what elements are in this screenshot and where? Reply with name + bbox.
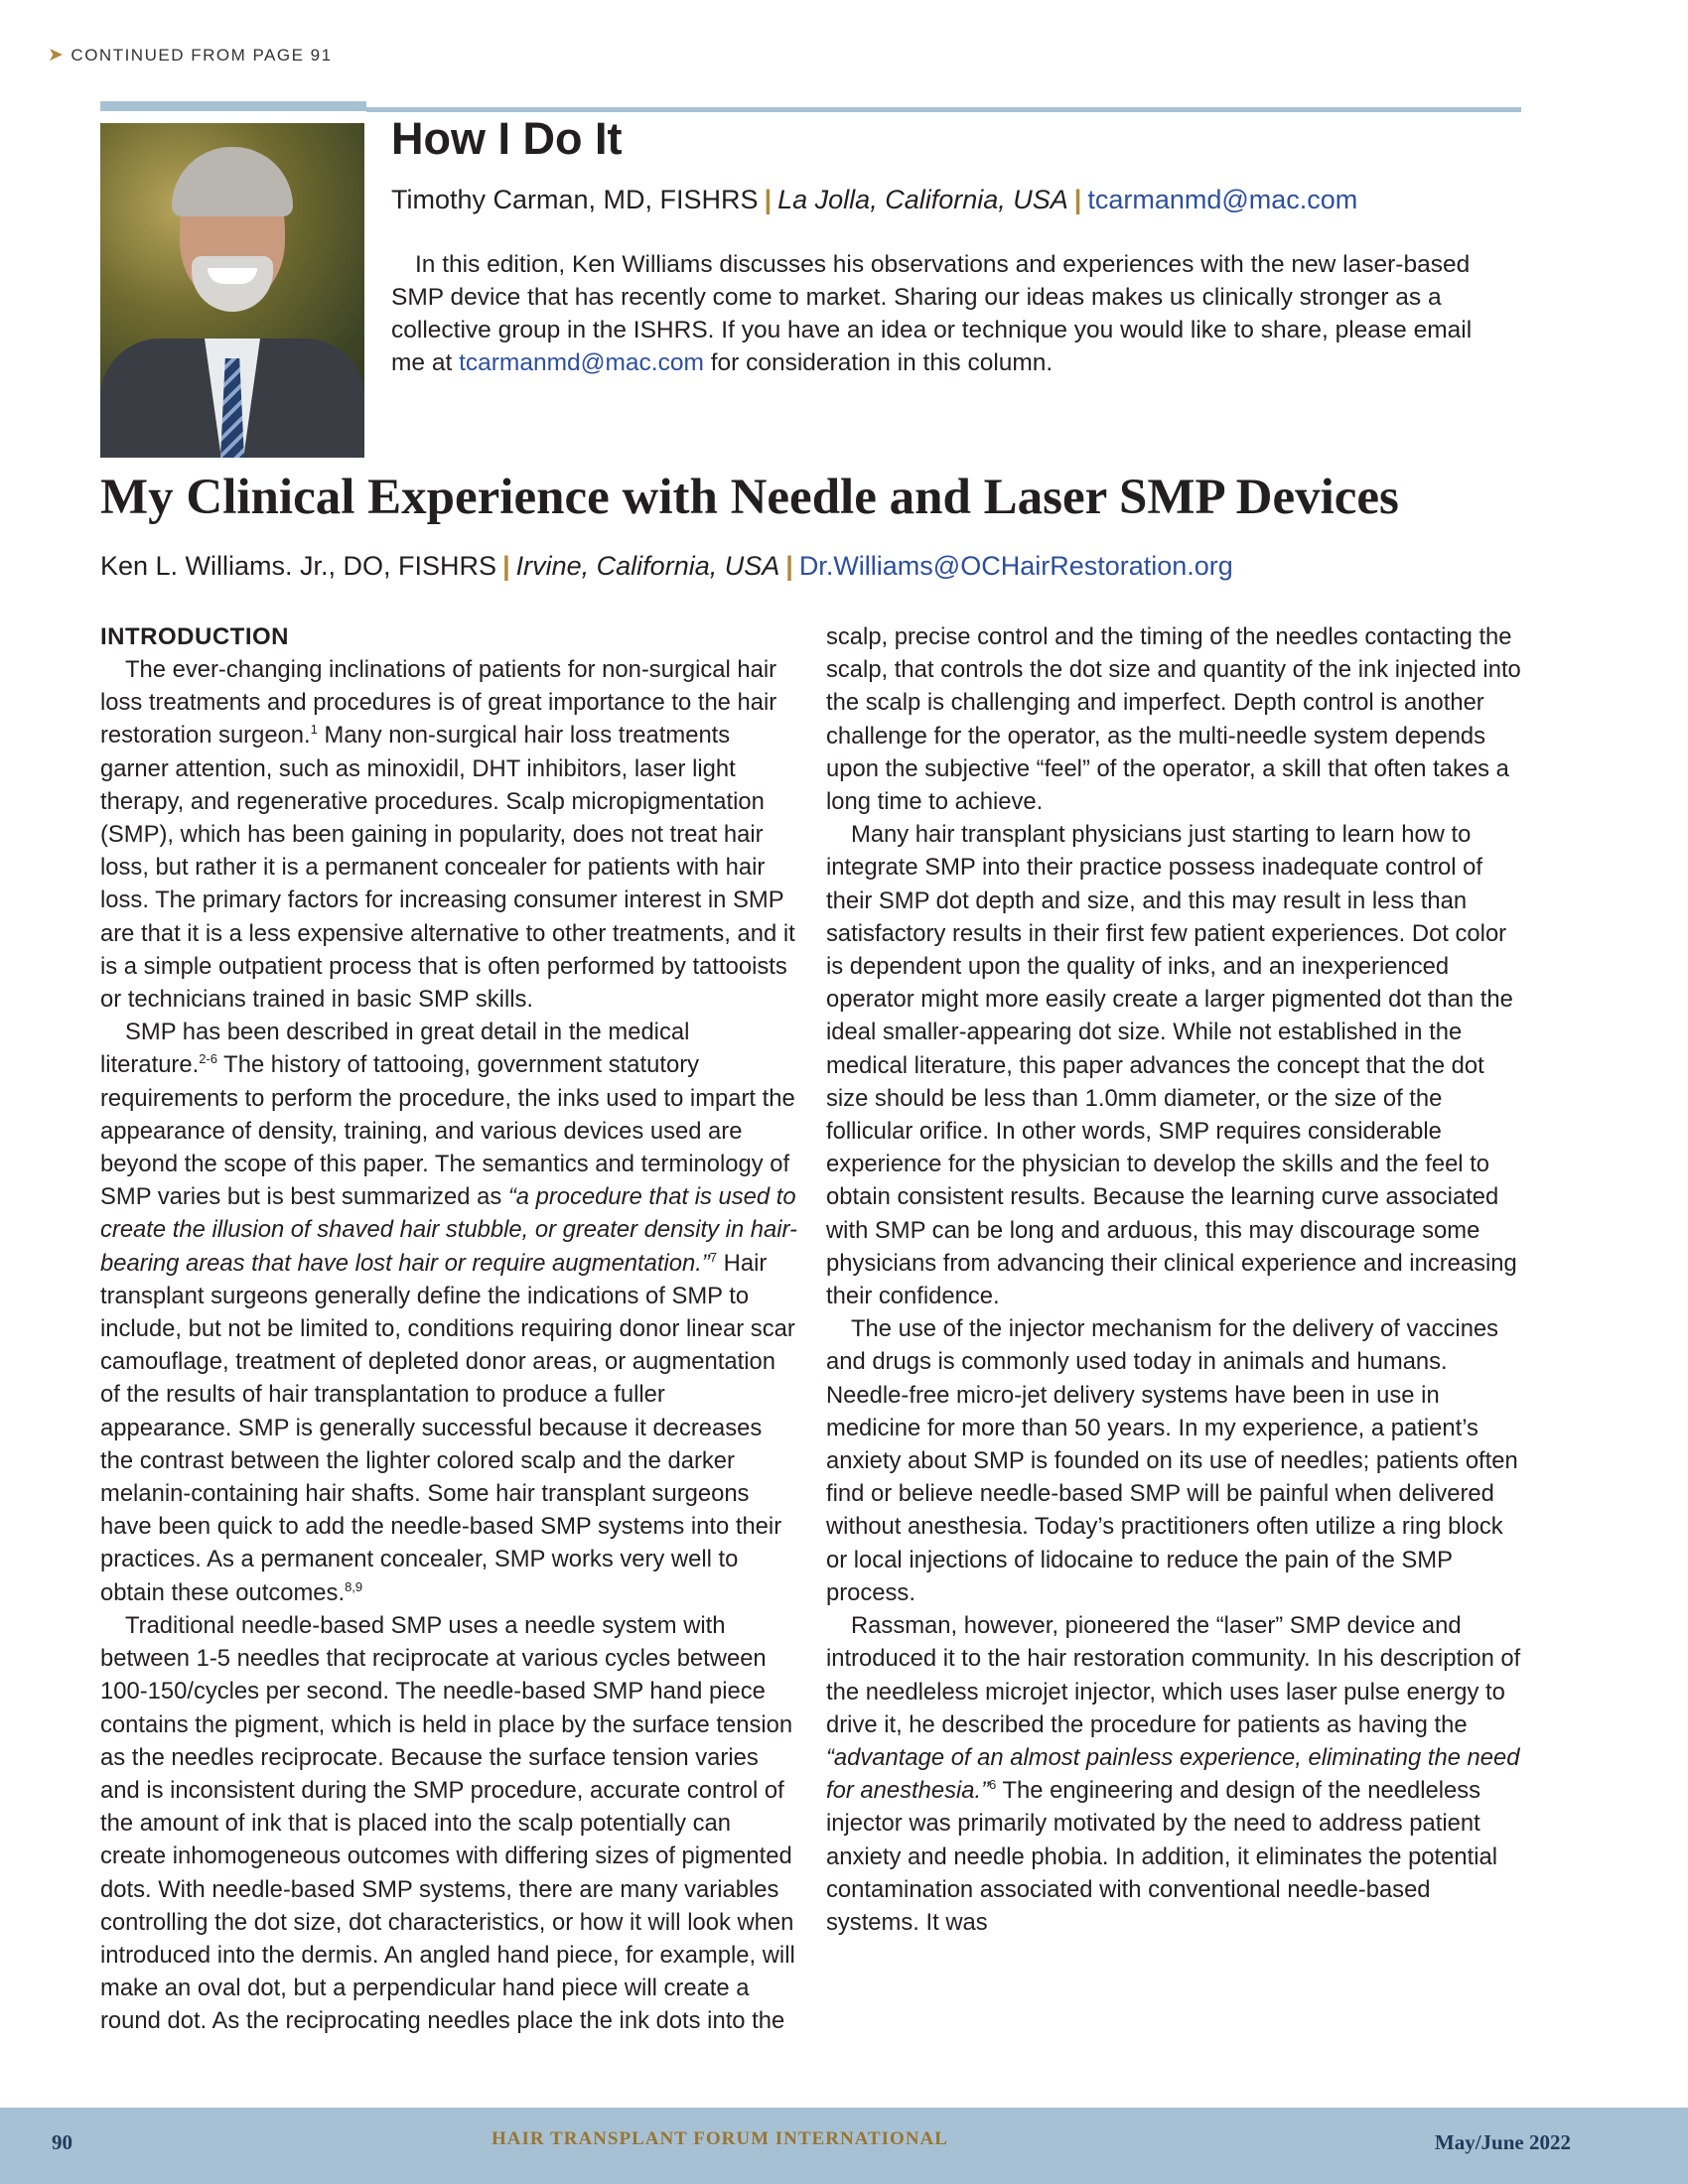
continued-text: CONTINUED FROM PAGE 91 bbox=[70, 46, 333, 65]
intro-text-end: for consideration in this column. bbox=[703, 349, 1054, 376]
author-photo bbox=[100, 123, 364, 458]
body-column-left bbox=[100, 620, 800, 2038]
paragraph-6: Rassman, however, pioneered the “laser” SMP device and introduced it to the hair restoration community. In his description of the needleless microjet injector, which uses laser pulse energy to drive it, he described the procedure for patients as having the “advantage of an almost painless experience, eliminating the need for anesthesia.”$^6$ The engineering and design of the needleless injector was primarily motivated by the need to address patient anxiety and needle phobia. In addition, it eliminates the potential contamination associated with conventional needle-based systems. It was bbox=[826, 1612, 1521, 1936]
body-column-right bbox=[826, 620, 1526, 1939]
page-footer bbox=[0, 2108, 1688, 2184]
paragraph-3: Traditional needle-based SMP uses a needle system with between 1-5 needles that reciprocate at various cycles between 100-150/cycles per second. The needle-based SMP hand piece contains the pigment, which is held in place by the surface tension as the needles reciprocate. Because the surface tension varies and is inconsistent during the SMP procedure, accurate control of the amount of ink that is placed into the scalp potentially can create inhomogeneous outcomes with differing sizes of pigmented dots. With needle-based SMP systems, there are many variables controlling the dot size, dot characteristics, or how it will look when introduced into the dermis. An angled hand piece, for example, will make an oval dot, but a perpendicular hand piece will create a round dot. As the reciprocating needles place the ink dots into the bbox=[100, 1611, 795, 2035]
continued-from-label bbox=[48, 44, 333, 67]
header-rule bbox=[366, 107, 1521, 112]
column-byline: Timothy Carman, MD, FISHRS | La Jolla, California, USA | tcarmanmd@mac.com bbox=[391, 185, 1358, 214]
column-author: Timothy Carman, MD, FISHRS bbox=[391, 185, 759, 214]
quote-rassman: “advantage of an almost painless experience, eliminating the need for anesthesia.” bbox=[826, 1743, 1520, 1805]
header-rule-accent bbox=[100, 101, 366, 111]
article-title: My Clinical Experience with Needle and Laser SMP Devices bbox=[100, 470, 1399, 525]
article-author: Ken L. Williams. Jr., DO, FISHRS bbox=[100, 551, 497, 581]
column-email-link[interactable]: tcarmanmd@mac.com bbox=[1087, 185, 1358, 214]
reference-1: 1 bbox=[310, 722, 318, 738]
paragraph-5: The use of the injector mechanism for the delivery of vaccines and drugs is commonly used today in animals and humans. Needle-free micro-jet delivery systems have been in use in medicine for more than 50 years. In my experience, a patient’s anxiety about SMP is founded on its use of needles; patients often find or believe needle-based SMP will be painful when delivered without anesthesia. Today’s practitioners often utilize a ring block or local injections of lidocaine to reduce the pain of the SMP process. bbox=[826, 1315, 1518, 1606]
chevron-right-icon: ➤ bbox=[48, 45, 66, 66]
article-byline: Ken L. Williams. Jr., DO, FISHRS | Irvine, California, USA | Dr.Williams@OCHairRestoration.org bbox=[100, 551, 1233, 581]
paragraph-2: SMP has been described in great detail in the medical literature.$^{2-6}$ The history of tattooing, government statutory requirements to perform the procedure, the inks used to impart the appearance of density, training, and various devices used are beyond the scope of this paper. The semantics and terminology of SMP varies but is best summarized as “a procedure that is used to create the illusion of shaved hair stubble, or greater density in hair-bearing areas that have lost hair or require augmentation.”$^7$ Hair transplant surgeons generally define the indications of SMP to include, but not be limited to, conditions requiring donor linear scar camouflage, treatment of depleted donor areas, or augmentation of the results of hair transplantation to produce a fuller appearance. SMP is generally successful because it decreases the contrast between the lighter colored scalp and the darker melanin-containing hair shafts. Some hair transplant surgeons have been quick to add the needle-based SMP systems into their practices. As a permanent concealer, SMP works very well to obtain these outcomes.$^{8,9}$ bbox=[100, 1019, 797, 1606]
column-location: La Jolla, California, USA bbox=[777, 185, 1068, 214]
paragraph-4: Many hair transplant physicians just starting to learn how to integrate SMP into their practice possess inadequate control of their SMP dot depth and size, and this may result in less than satisfactory results in their first few patient experiences. Dot color is dependent upon the quality of inks, and an inexperienced operator might more easily create a larger pigmented dot than the ideal smaller-appearing dot size. While not established in the medical literature, this paper advances the concept that the dot size should be less than 1.0mm diameter, or the size of the follicular orifice. In other words, SMP requires considerable experience for the physician to develop the skills and the feel to obtain consistent results. Because the learning curve associated with SMP can be long and arduous, this may discourage some physicians from advancing their clinical experience and increasing their confidence. bbox=[826, 821, 1517, 1310]
paragraph-3-continued: scalp, precise control and the timing of the needles contacting the scalp, that controls the dot size and quantity of the ink injected into the scalp is challenging and imperfect. Depth control is another challenge for the operator, as the multi-needle system depends upon the subjective “feel” of the operator, a skill that often takes a long time to achieve. bbox=[826, 623, 1521, 816]
reference-5: 6 bbox=[989, 1777, 997, 1793]
reference-2: 2-6 bbox=[199, 1051, 217, 1067]
issue-date: May/June 2022 bbox=[1434, 2130, 1571, 2154]
reference-4: 8,9 bbox=[345, 1578, 363, 1594]
quote-definition: “a procedure that is used to create the illusion of shaved hair stubble, or greater density in hair-bearing areas that have lost hair or require augmentation.” bbox=[100, 1183, 797, 1277]
article-location: Irvine, California, USA bbox=[515, 551, 780, 581]
section-heading: INTRODUCTION bbox=[100, 623, 289, 650]
column-title: How I Do It bbox=[391, 113, 623, 164]
page-number: 90 bbox=[52, 2130, 72, 2154]
article-email-link[interactable]: Dr.Williams@OCHairRestoration.org bbox=[798, 551, 1233, 581]
column-intro bbox=[391, 248, 1495, 379]
reference-3: 7 bbox=[709, 1249, 718, 1265]
intro-text: In this edition, Ken Williams discusses his observations and experiences with the new laser-based SMP device that has recently come to market. Sharing our ideas makes us clinically stronger as a collective group in the ISHRS. If you have an idea or technique you would like to share, please email me at bbox=[391, 251, 1473, 376]
intro-email-link[interactable]: tcarmanmd@mac.com bbox=[459, 349, 704, 376]
publication-name: HAIR TRANSPLANT FORUM INTERNATIONAL bbox=[492, 2128, 948, 2149]
paragraph-1: The ever-changing inclinations of patients for non-surgical hair loss treatments and procedures is of great importance to the hair restoration surgeon.$^1$ Many non-surgical hair loss treatments garner attention, such as minoxidil, DHT inhibitors, laser light therapy, and regenerative procedures. Scalp micropigmentation (SMP), which has been gaining in popularity, does not treat hair loss, but rather it is a permanent concealer for patients with hair loss. The primary factors for increasing consumer interest in SMP are that it is a less expensive alternative to other treatments, and it is a simple outpatient process that is often performed by tattooists or technicians trained in basic SMP skills. bbox=[100, 656, 795, 1014]
